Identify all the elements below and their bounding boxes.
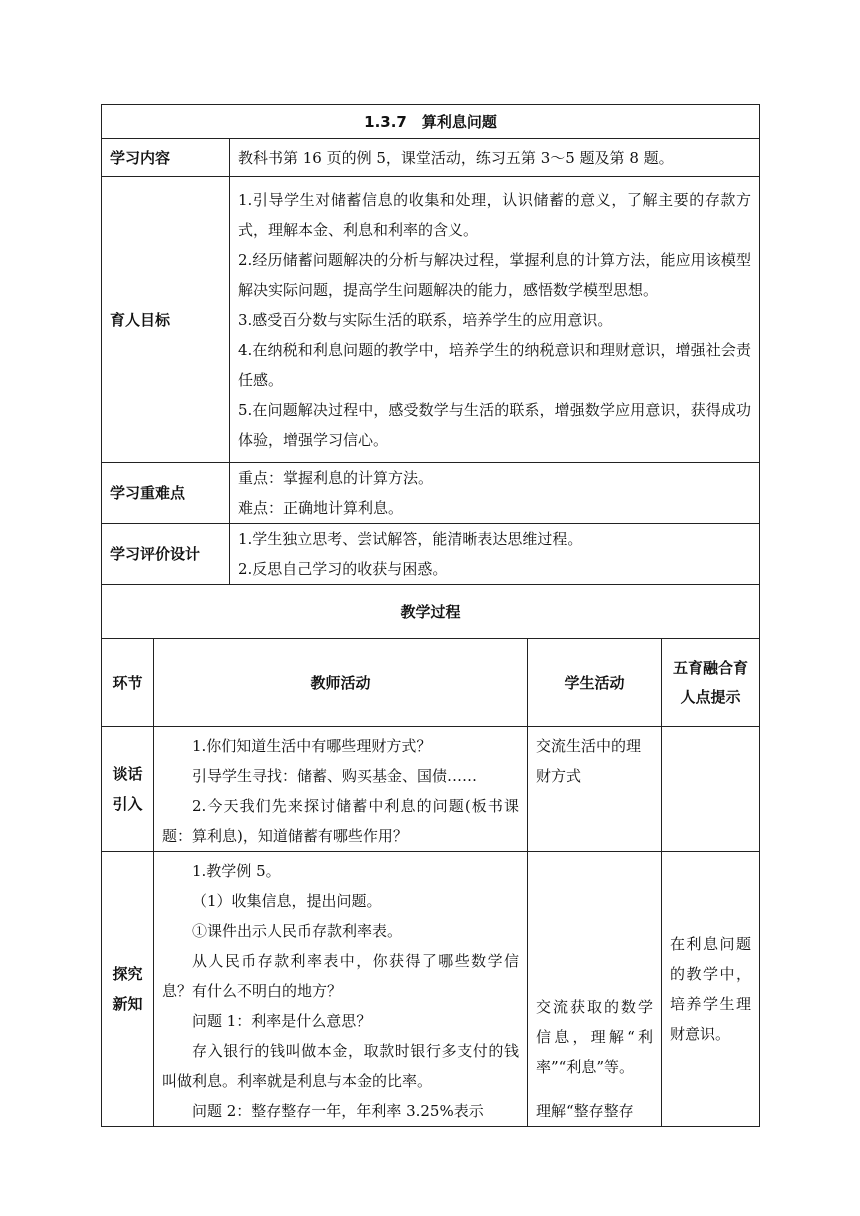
teacher-line: 从人民币存款利率表中，你获得了哪些数学信息？有什么不明白的地方？ (162, 952, 519, 1000)
teacher-line: 2.今天我们先来探讨储蓄中利息的问题(板书课题：算利息)，知道储蓄有哪些作用？ (162, 797, 519, 845)
keypoint-item: 重点：掌握利息的计算方法。 (238, 469, 434, 487)
teacher-line: （1）收集信息，提出问题。 (192, 892, 382, 910)
goal-item: 5.在问题解决过程中，感受数学与生活的联系，增强数学应用意识，获得成功体验，增强学习信心。 (238, 400, 752, 449)
stage-explore: 探究新知 (102, 852, 154, 1127)
eval-item: 1.学生独立思考、尝试解答，能清晰表达思维过程。 (238, 530, 583, 548)
fusion-explore: 在利息问题的教学中，培养学生理财意识。 (662, 852, 760, 1127)
goals-label: 育人目标 (102, 177, 230, 463)
goal-item: 4.在纳税和利息问题的教学中，培养学生的纳税意识和理财意识，增强社会责任感。 (238, 340, 752, 389)
teacher-line: 问题 2：整存整存一年，年利率 3.25%表示 (192, 1102, 484, 1120)
eval-item: 2.反思自己学习的收获与困惑。 (238, 560, 448, 578)
keypoint-item: 难点：正确地计算利息。 (238, 499, 404, 517)
goals-cell (230, 177, 760, 463)
header-fusion: 五育融合育人点提示 (662, 639, 760, 727)
goal-item: 1.引导学生对储蓄信息的收集和处理，认识储蓄的意义，了解主要的存款方式，理解本金、利息和利率的含义。 (238, 190, 752, 239)
keypoints-label: 学习重难点 (102, 463, 230, 524)
student-line: 理解“整存整存 (536, 1102, 634, 1120)
fusion-intro (662, 727, 760, 852)
keypoints-cell (230, 463, 760, 524)
lesson-plan-table (101, 104, 760, 1127)
teacher-explore (154, 852, 528, 1127)
teacher-line: 1.教学例 5。 (192, 862, 281, 880)
lesson-title: 1.3.7 算利息问题 (102, 105, 760, 139)
teacher-line: 1.你们知道生活中有哪些理财方式？ (192, 737, 432, 755)
goal-item: 2.经历储蓄问题解决的分析与解决过程，掌握利息的计算方法，能应用该模型解决实际问题，提高学生问题解决的能力，感悟数学模型思想。 (238, 250, 752, 299)
student-explore (528, 852, 662, 1127)
student-intro: 交流生活中的理财方式 (528, 727, 662, 852)
student-line: 交流获取的数学信息，理解“利率”“利息”等。 (536, 998, 653, 1076)
stage-intro: 谈话引入 (102, 727, 154, 852)
eval-cell (230, 524, 760, 585)
content-label: 学习内容 (102, 139, 230, 177)
teacher-line: 引导学生寻找：储蓄、购买基金、国债…… (192, 767, 478, 785)
teacher-line: 问题 1：利率是什么意思？ (192, 1012, 372, 1030)
teacher-line: 存入银行的钱叫做本金，取款时银行多支付的钱叫做利息。利率就是利息与本金的比率。 (162, 1042, 519, 1090)
process-title: 教学过程 (102, 585, 760, 639)
teacher-line: ①课件出示人民币存款利率表。 (192, 922, 403, 940)
eval-label: 学习评价设计 (102, 524, 230, 585)
header-teacher: 教师活动 (154, 639, 528, 727)
header-stage: 环节 (102, 639, 154, 727)
content-text: 教科书第 16 页的例 5，课堂活动，练习五第 3～5 题及第 8 题。 (230, 139, 760, 177)
goal-item: 3.感受百分数与实际生活的联系，培养学生的应用意识。 (238, 310, 613, 329)
teacher-intro (154, 727, 528, 852)
header-student: 学生活动 (528, 639, 662, 727)
